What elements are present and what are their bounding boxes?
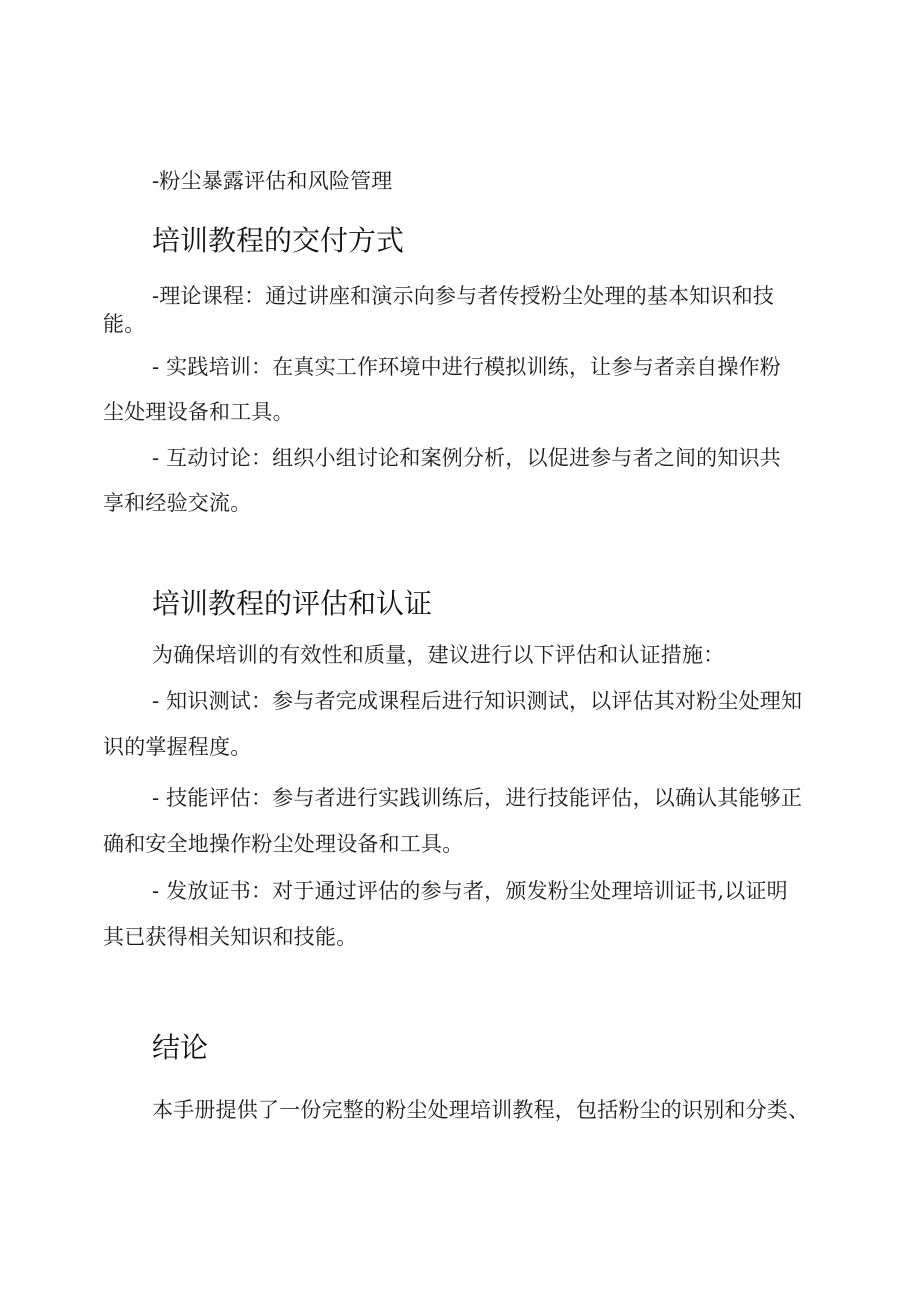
conclusion-paragraph: 本手册提供了一份完整的粉尘处理培训教程，包括粉尘的识别和分类、 [152,1098,810,1122]
delivery-item-line: - 互动讨论：组织小组讨论和案例分析，以促进参与者之间的知识共 [152,446,781,470]
delivery-item-line: -理论课程：通过讲座和演示向参与者传授粉尘处理的基本知识和技 [152,284,775,308]
delivery-item-line: 尘处理设备和工具。 [103,400,294,424]
evaluation-item-line: - 技能评估：参与者进行实践训练后，进行技能评估，以确认其能够正 [152,786,803,810]
evaluation-heading: 培训教程的评估和认证 [152,587,433,620]
evaluation-item-line: - 发放证书：对于通过评估的参与者，颁发粉尘处理培训证书,以证明 [152,879,788,903]
delivery-heading: 培训教程的交付方式 [152,224,405,257]
evaluation-item-line: 其已获得相关知识和技能。 [103,925,358,949]
delivery-item-line: 能。 [103,312,146,336]
evaluation-item-line: - 知识测试：参与者完成课程后进行知识测试，以评估其对粉尘处理知 [152,689,803,713]
evaluation-item-line: 识的掌握程度。 [103,735,252,759]
delivery-item-line: - 实践培训：在真实工作环境中进行模拟训练，让参与者亲自操作粉 [152,355,781,379]
intro-list-item: -粉尘暴露评估和风险管理 [152,169,393,193]
evaluation-item-line: 确和安全地操作粉尘处理设备和工具。 [103,832,464,856]
delivery-item-line: 享和经验交流。 [103,491,252,515]
evaluation-intro: 为确保培训的有效性和质量，建议进行以下评估和认证措施： [152,643,725,667]
conclusion-heading: 结论 [152,1031,209,1064]
